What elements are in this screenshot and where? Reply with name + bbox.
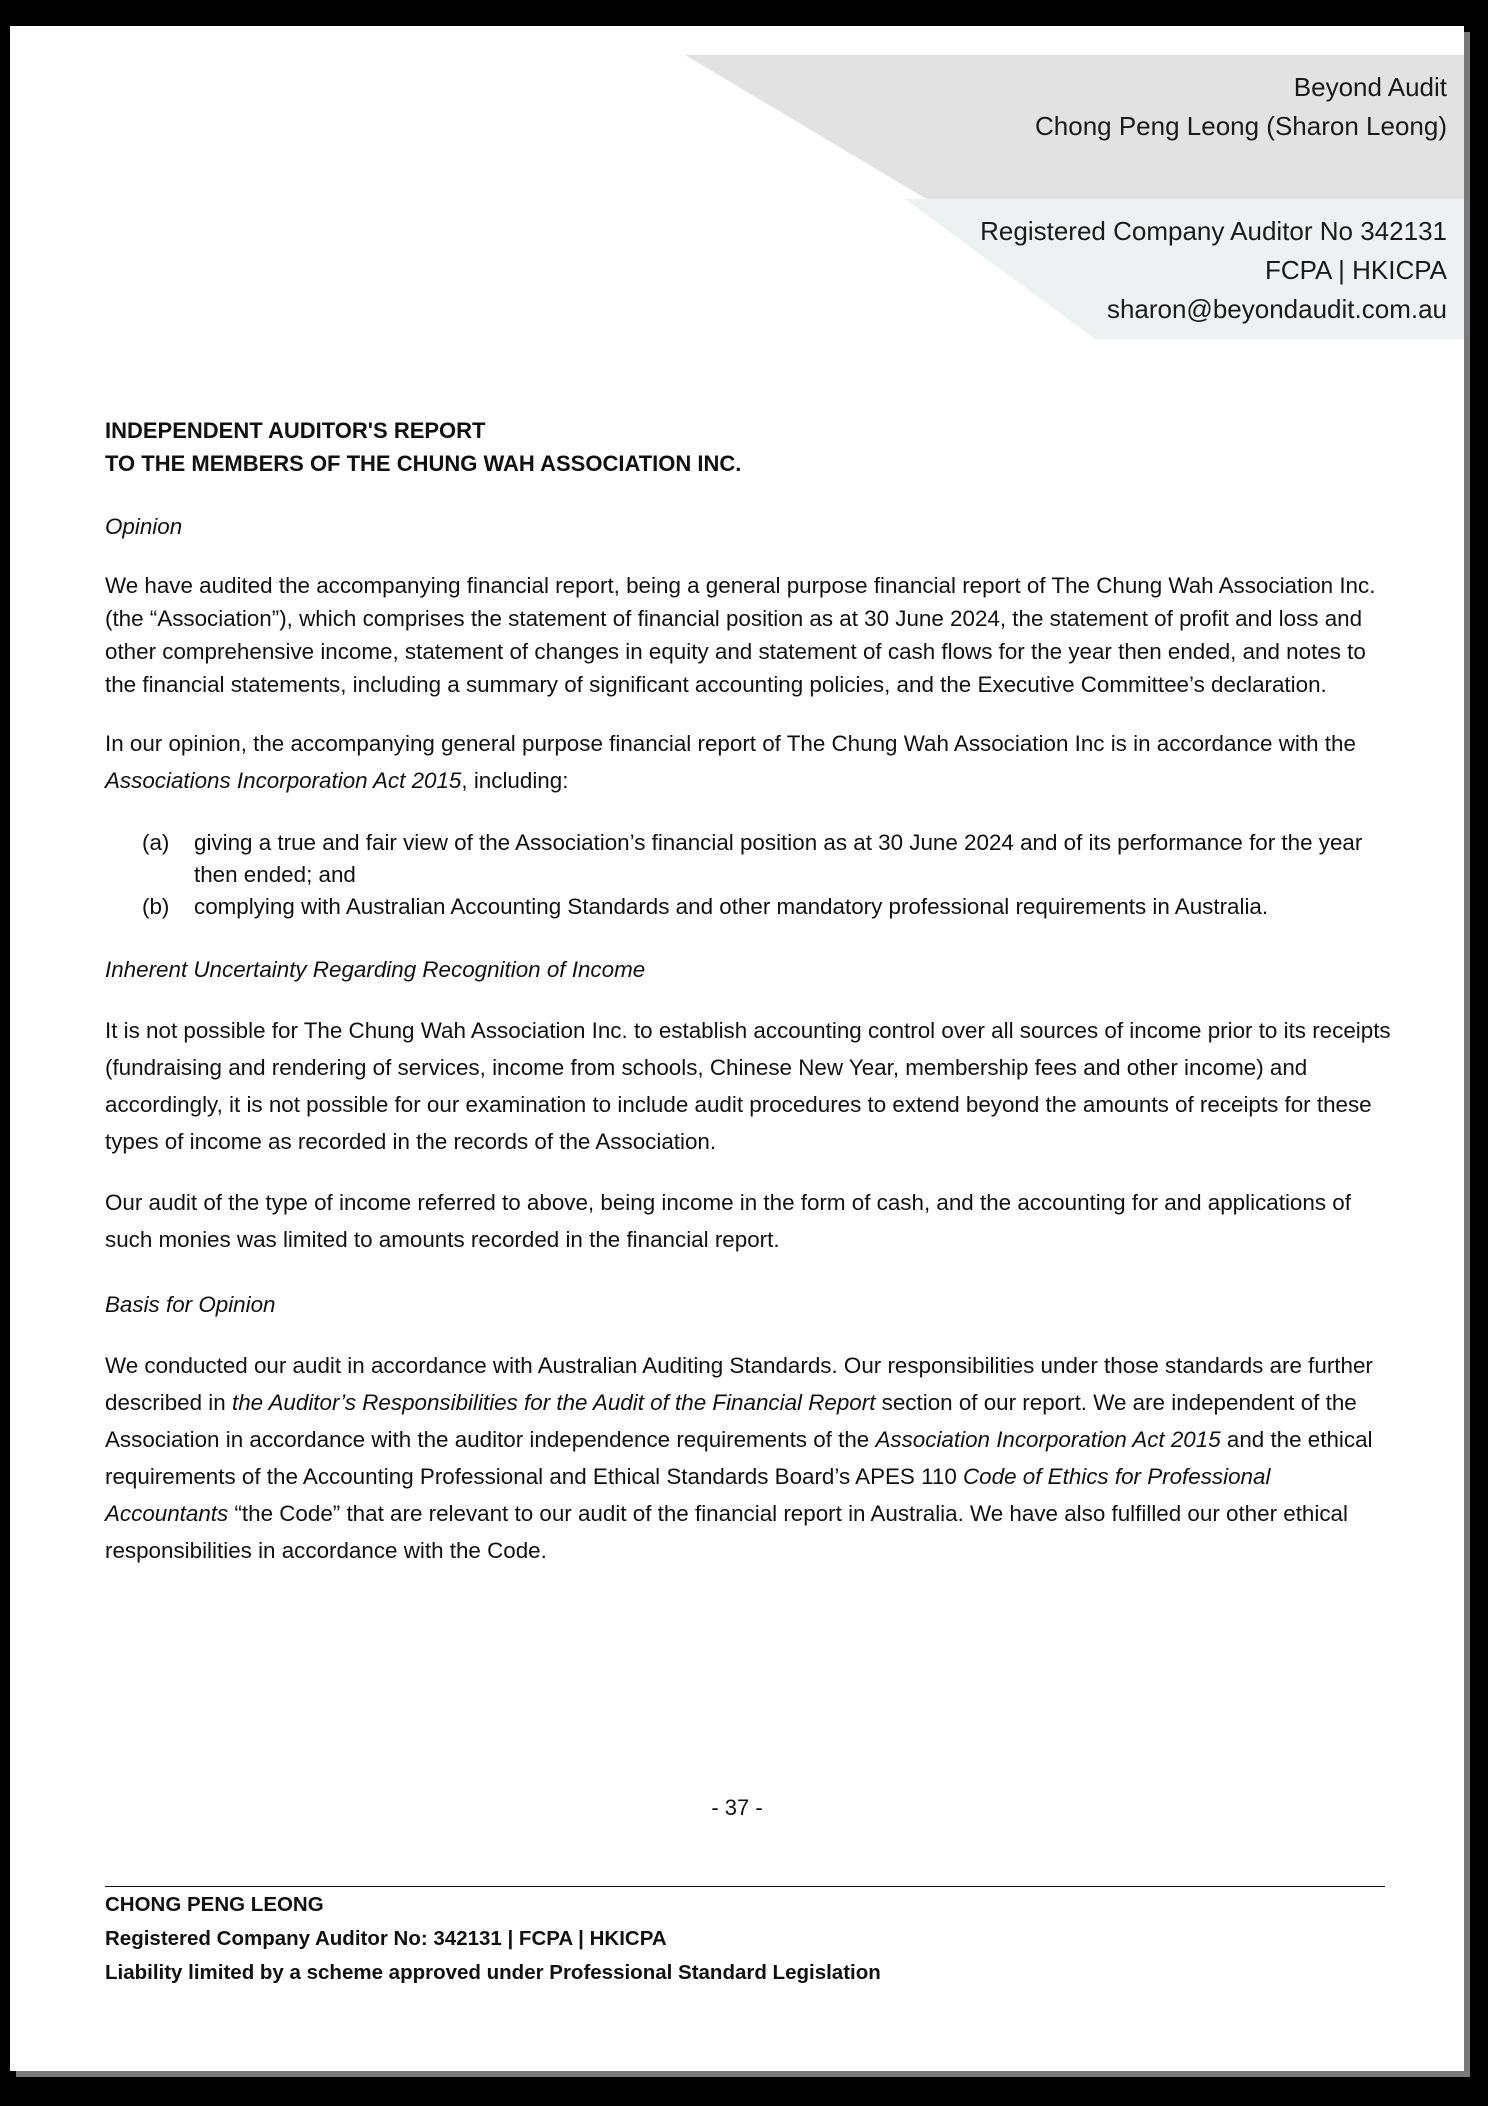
- uncertainty-paragraph-2: Our audit of the type of income referred to above, being income in the form of cash, and the accounting for and applications of such monies was limited to amounts recorded in the financial report.: [105, 1190, 1351, 1252]
- opinion-paragraph-2: [105, 725, 1395, 799]
- basis-text-2: section of our report. We are independent of the Association in accordance with the auditor independence requirements of the: [105, 1390, 1357, 1452]
- opinion-paragraph-2-text-b: , including:: [461, 768, 569, 793]
- basis-paragraph: [105, 1347, 1395, 1569]
- uncertainty-paragraph-1: It is not possible for The Chung Wah Association Inc. to establish accounting control over all sources of income prior to its receipts (fundraising and rendering of services, income from schools, Chinese New Year, membership fees and other income) and accordingly, it is not possible for our examination to include audit procedures to extend beyond the amounts of receipts for these types of income as recorded in the records of the Association.: [105, 1018, 1391, 1154]
- list-item-text: complying with Australian Accounting Standards and other mandatory professional requirements in Australia.: [194, 894, 1269, 919]
- basis-text-3: and the ethical requirements of the Accounting Professional and Ethical Standards Board’s APES 110: [105, 1427, 1373, 1489]
- opinion-paragraph-1: We have audited the accompanying financial report, being a general purpose financial report of The Chung Wah Association Inc. (the “Association”), which comprises the statement of financial position as at 30 June 2024, the statement of profit and loss and other comprehensive income, statement of changes in equity and statement of cash flows for the year then ended, and notes to the financial statements, including a summary of significant accounting policies, and the Executive Committee’s declaration.: [105, 573, 1376, 697]
- letterhead-bottom: [980, 212, 1447, 329]
- opinion-heading: Opinion: [105, 514, 183, 539]
- report-title: [105, 414, 1395, 480]
- basis-italic-2: Association Incorporation Act 2015: [875, 1427, 1221, 1452]
- list-item-label: (a): [142, 830, 170, 855]
- auditor-name: Chong Peng Leong (Sharon Leong): [1035, 111, 1447, 141]
- list-item-text: giving a true and fair view of the Association’s financial position as at 30 June 2024 and of its performance for the year then ended; and: [194, 830, 1363, 887]
- footer-name: CHONG PENG LEONG: [105, 1893, 324, 1916]
- act-name: Associations Incorporation Act 2015: [105, 768, 462, 793]
- basis-text-1: We conducted our audit in accordance with Australian Auditing Standards. Our responsibilities under those standards are further described in: [105, 1353, 1373, 1415]
- report-body: [105, 414, 1395, 1569]
- footer: [105, 1888, 881, 1990]
- basis-italic-3: Code of Ethics for Professional Accountants: [105, 1464, 1271, 1526]
- basis-italic-1: the Auditor’s Responsibilities for the Audit of the Financial Report: [231, 1390, 876, 1415]
- page-number: - 37 -: [711, 1795, 763, 1820]
- opinion-paragraph-2-text-a: In our opinion, the accompanying general purpose financial report of The Chung Wah Association Inc is in accordance with the: [105, 731, 1356, 756]
- list-item: [142, 827, 1395, 891]
- opinion-list: [105, 827, 1395, 923]
- registration-number: Registered Company Auditor No 342131: [980, 216, 1447, 246]
- report-title-line2: TO THE MEMBERS OF THE CHUNG WAH ASSOCIATION INC.: [105, 451, 742, 476]
- footer-liability: Liability limited by a scheme approved under Professional Standard Legislation: [105, 1961, 881, 1984]
- footer-registration: Registered Company Auditor No: 342131 | FCPA | HKICPA: [105, 1927, 667, 1950]
- report-title-line1: INDEPENDENT AUDITOR'S REPORT: [105, 418, 486, 443]
- uncertainty-heading: Inherent Uncertainty Regarding Recognition of Income: [105, 957, 646, 982]
- letterhead-top: [1035, 68, 1447, 146]
- credentials: FCPA | HKICPA: [1264, 255, 1447, 285]
- firm-name: Beyond Audit: [1293, 72, 1447, 102]
- list-item-label: (b): [142, 894, 170, 919]
- footer-divider: [105, 1886, 1385, 1887]
- document-page: [10, 26, 1464, 2071]
- basis-text-4: “the Code” that are relevant to our audit of the financial report in Australia. We have also fulfilled our other ethical responsibilities in accordance with the Code.: [105, 1501, 1348, 1563]
- list-item: [142, 891, 1395, 923]
- email-address: sharon@beyondaudit.com.au: [1106, 294, 1447, 324]
- basis-heading: Basis for Opinion: [105, 1292, 276, 1317]
